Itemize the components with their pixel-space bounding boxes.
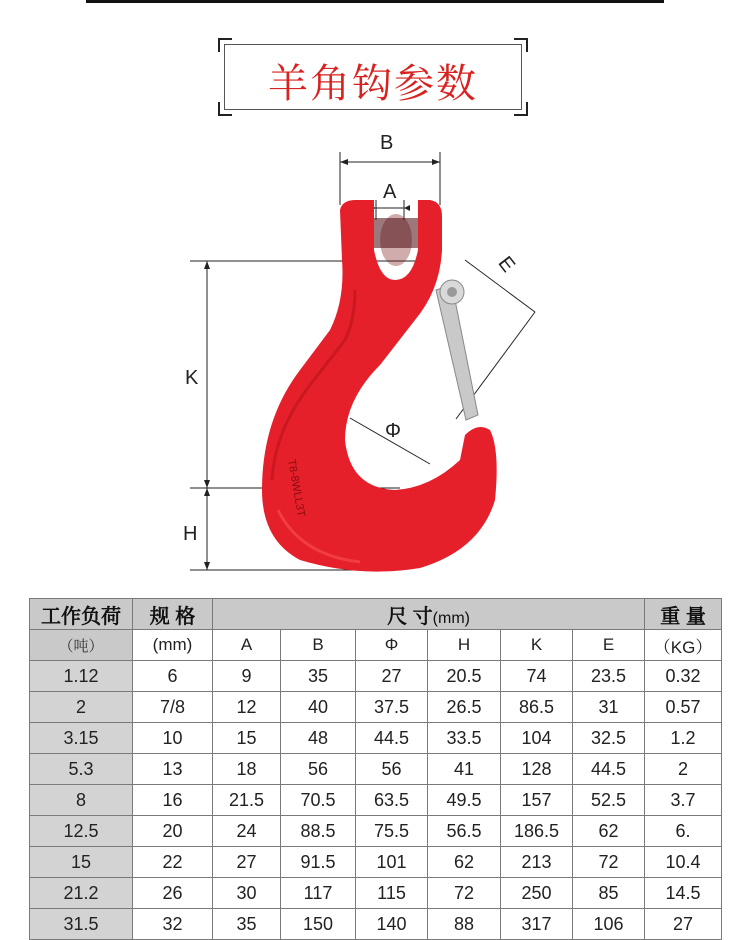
table-cell: 16: [133, 785, 213, 816]
dim-label-a: A: [383, 181, 397, 203]
table-cell: 157: [501, 785, 573, 816]
load-cell: 15: [30, 847, 133, 878]
table-cell: 117: [281, 878, 356, 909]
load-cell: 2: [30, 692, 133, 723]
table-cell: 15: [213, 723, 281, 754]
table-cell: 41: [428, 754, 501, 785]
table-cell: 7/8: [133, 692, 213, 723]
table-cell: 6: [133, 661, 213, 692]
table-row: [30, 692, 722, 723]
table-cell: 3.7: [645, 785, 722, 816]
load-cell: 12.5: [30, 816, 133, 847]
table-cell: 101: [356, 847, 428, 878]
table-cell: 32.5: [573, 723, 645, 754]
table-cell: 44.5: [356, 723, 428, 754]
dim-label-e: E: [493, 252, 520, 277]
dim-label-h: H: [183, 523, 198, 545]
table-cell: 75.5: [356, 816, 428, 847]
table-cell: 27: [645, 909, 722, 940]
header-load-unit: （吨）: [30, 630, 133, 661]
hook-diagram: [0, 130, 750, 590]
table-cell: 74: [501, 661, 573, 692]
table-cell: 63.5: [356, 785, 428, 816]
header-dims-unit: (mm): [432, 609, 470, 627]
col-e: E: [573, 630, 645, 661]
table-cell: 44.5: [573, 754, 645, 785]
table-cell: 12: [213, 692, 281, 723]
table-cell: 1.2: [645, 723, 722, 754]
table-cell: 56.5: [428, 816, 501, 847]
table-cell: 40: [281, 692, 356, 723]
table-cell: 91.5: [281, 847, 356, 878]
header-dims: [213, 599, 645, 630]
table-row: [30, 754, 722, 785]
table-cell: 26.5: [428, 692, 501, 723]
table-cell: 128: [501, 754, 573, 785]
col-a: A: [213, 630, 281, 661]
table-cell: 0.32: [645, 661, 722, 692]
table-cell: 70.5: [281, 785, 356, 816]
table-cell: 27: [213, 847, 281, 878]
header-spec-unit: (mm): [133, 630, 213, 661]
table-cell: 32: [133, 909, 213, 940]
table-cell: 317: [501, 909, 573, 940]
table-cell: 18: [213, 754, 281, 785]
table-cell: 52.5: [573, 785, 645, 816]
table-cell: 62: [573, 816, 645, 847]
table-cell: 186.5: [501, 816, 573, 847]
table-header-row: [30, 599, 722, 630]
col-h: H: [428, 630, 501, 661]
table-cell: 30: [213, 878, 281, 909]
table-cell: 20.5: [428, 661, 501, 692]
col-b: B: [281, 630, 356, 661]
table-cell: 115: [356, 878, 428, 909]
title-box: [218, 38, 528, 116]
table-body: [30, 661, 722, 940]
load-cell: 5.3: [30, 754, 133, 785]
table-cell: 22: [133, 847, 213, 878]
table-row: [30, 785, 722, 816]
table-subheader-row: [30, 630, 722, 661]
table-cell: 13: [133, 754, 213, 785]
table-cell: 88.5: [281, 816, 356, 847]
table-cell: 10: [133, 723, 213, 754]
table-cell: 86.5: [501, 692, 573, 723]
table-row: [30, 878, 722, 909]
table-cell: 9: [213, 661, 281, 692]
table-cell: 35: [281, 661, 356, 692]
table-cell: 2: [645, 754, 722, 785]
frame-corner: [218, 38, 232, 52]
frame-corner: [514, 38, 528, 52]
table-cell: 72: [428, 878, 501, 909]
table-cell: 48: [281, 723, 356, 754]
latch: [436, 280, 478, 420]
header-spec: 规 格: [133, 599, 213, 630]
table-cell: 35: [213, 909, 281, 940]
table-cell: 72: [573, 847, 645, 878]
header-weight-unit: （KG）: [645, 630, 722, 661]
table-cell: 62: [428, 847, 501, 878]
table-row: [30, 723, 722, 754]
table-cell: 21.5: [213, 785, 281, 816]
table-row: [30, 847, 722, 878]
table-cell: 250: [501, 878, 573, 909]
table-cell: 20: [133, 816, 213, 847]
table-cell: 31: [573, 692, 645, 723]
table-cell: 6.: [645, 816, 722, 847]
header-weight: 重 量: [645, 599, 722, 630]
table-cell: 104: [501, 723, 573, 754]
dim-label-phi: Φ: [385, 420, 401, 442]
table-cell: 150: [281, 909, 356, 940]
table-cell: 213: [501, 847, 573, 878]
table-cell: 106: [573, 909, 645, 940]
table-cell: 26: [133, 878, 213, 909]
header-load: 工作负荷: [30, 599, 133, 630]
table-cell: 0.57: [645, 692, 722, 723]
page-title: 羊角钩参数: [268, 61, 478, 107]
table-cell: 56: [356, 754, 428, 785]
hook-marking: T8-8WLL3T: [285, 458, 307, 518]
spec-table: [29, 598, 722, 940]
table-row: [30, 909, 722, 940]
table-cell: 49.5: [428, 785, 501, 816]
top-rule: [86, 0, 664, 3]
table-cell: 14.5: [645, 878, 722, 909]
table-cell: 85: [573, 878, 645, 909]
table-cell: 24: [213, 816, 281, 847]
load-cell: 8: [30, 785, 133, 816]
table-cell: 10.4: [645, 847, 722, 878]
table-cell: 27: [356, 661, 428, 692]
load-cell: 31.5: [30, 909, 133, 940]
table-cell: 37.5: [356, 692, 428, 723]
load-cell: 3.15: [30, 723, 133, 754]
table-row: [30, 816, 722, 847]
col-phi: Φ: [356, 630, 428, 661]
dim-label-b: B: [380, 132, 394, 154]
table-cell: 140: [356, 909, 428, 940]
header-dims-label: 尺 寸: [387, 605, 433, 628]
load-cell: 21.2: [30, 878, 133, 909]
load-cell: 1.12: [30, 661, 133, 692]
dim-label-k: K: [185, 367, 199, 389]
table-cell: 88: [428, 909, 501, 940]
col-k: K: [501, 630, 573, 661]
table-row: [30, 661, 722, 692]
table-cell: 56: [281, 754, 356, 785]
table-cell: 23.5: [573, 661, 645, 692]
table-cell: 33.5: [428, 723, 501, 754]
